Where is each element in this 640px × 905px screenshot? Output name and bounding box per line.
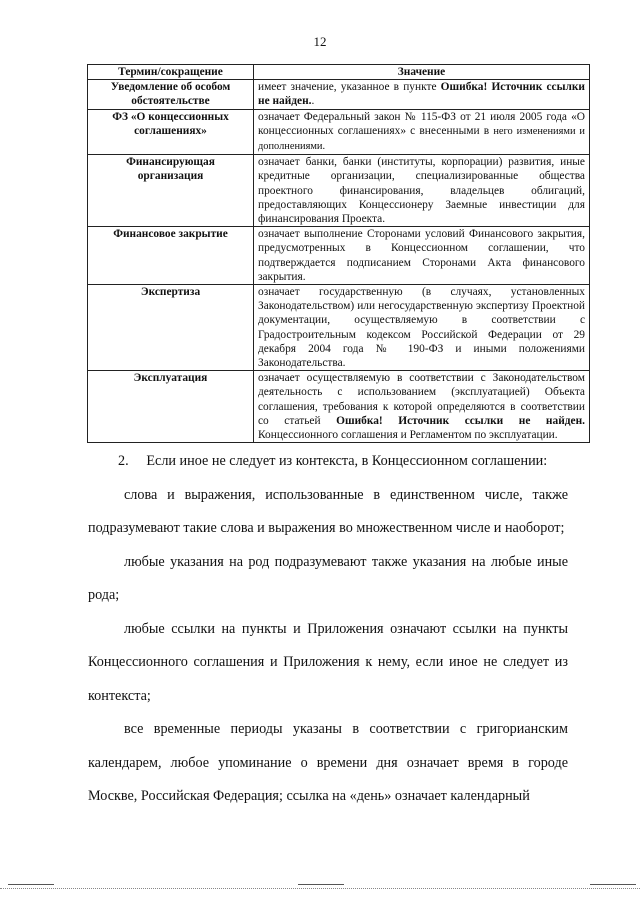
column-header-term: Термин/сокращение [88,65,254,80]
meaning-text: имеет значение, указанное в пункте [258,81,441,94]
term-cell: Экспертиза [88,285,254,371]
table-row [88,80,590,109]
footer-mark-left [8,884,54,885]
meaning-cell [254,155,590,227]
broken-reference-text: Ошибка! Источник ссылки не найден. [336,414,585,427]
term-cell: ФЗ «О концессионных соглашениях» [88,109,254,155]
meaning-cell [254,80,590,109]
column-header-meaning: Значение [254,65,590,80]
meaning-text: Концессионного соглашения и Регламентом по эксплуатации. [258,429,558,442]
table-row [88,109,590,155]
table-row [88,227,590,285]
definitions-table-body [88,80,590,443]
table-row [88,371,590,443]
page-number: 12 [313,34,327,49]
term-cell: Финансовое закрытие [88,227,254,285]
table-row [88,285,590,371]
meaning-cell [254,285,590,371]
term-cell: Финансирующая организация [88,155,254,227]
term-cell: Эксплуатация [88,371,254,443]
meaning-cell [254,109,590,155]
meaning-text: него изменениями и дополнениями. [258,125,585,153]
table-row [88,155,590,227]
meaning-text: означает осуществляемую в соответствии с Законодательством деятельность с использованием (эксплуатацией) Объекта соглашения, требования к которой определяются в соответствии со статьей [258,372,585,427]
meaning-text: означает Федеральный закон № 115-ФЗ от 21 июля 2005 года «О концессионных соглашениях» с внесенными в [258,110,585,137]
term-cell: Уведомление об особом обстоятельстве [88,80,254,109]
meaning-cell [254,371,590,443]
body-paragraph: все временные периоды указаны в соответствии с григорианским календарем, любое упоминание о времени дня означает время в городе Москве, Российская Федерация; ссылка на «день» означает календарный [88,721,568,804]
footer-mark-right [590,884,636,885]
meaning-text: означает государственную (в случаях, установленных Законодательством) или негосударственную экспертизу Проектной документации, осуществляемую в соответствии с Градостроительным кодексом Российской Федерации от 29 декабря 2004 года № 190-ФЗ и иными положениями Законодательства. [258,286,585,370]
body-paragraph: любые указания на род подразумевают также указания на любые иные рода; [88,553,568,603]
meaning-text: означает банки, банки (институты, корпорации) развития, иные кредитные организации, специализированные общества проектного финансирования, владельцев облигаций, предоставляющих Концессионеру Заемные инвестиции для финансирования Проекта. [258,156,585,226]
footer-rule [0,888,640,889]
table-header-row [88,65,590,80]
meaning-cell [254,227,590,285]
broken-reference-text: Ошибка! Источник ссылки не найден. [258,81,585,108]
meaning-text: означает выполнение Сторонами условий Финансового закрытия, предусмотренных в Концессионном соглашении, что подтверждается подписанием Сторонами Акта финансового закрытия. [258,228,585,283]
definitions-table [87,64,590,443]
meaning-text: . [311,95,315,108]
body-text [88,445,568,814]
numbered-paragraph: 2. Если иное не следует из контекста, в Концессионном соглашении: [118,453,548,469]
footer-mark-center [298,884,344,885]
body-paragraph: слова и выражения, использованные в единственном числе, также подразумевают такие слова и выражения во множественном числе и наоборот; [88,486,568,536]
body-paragraph: любые ссылки на пункты и Приложения означают ссылки на пункты Концессионного соглашения и Приложения к нему, если иное не следует из контекста; [88,620,568,704]
